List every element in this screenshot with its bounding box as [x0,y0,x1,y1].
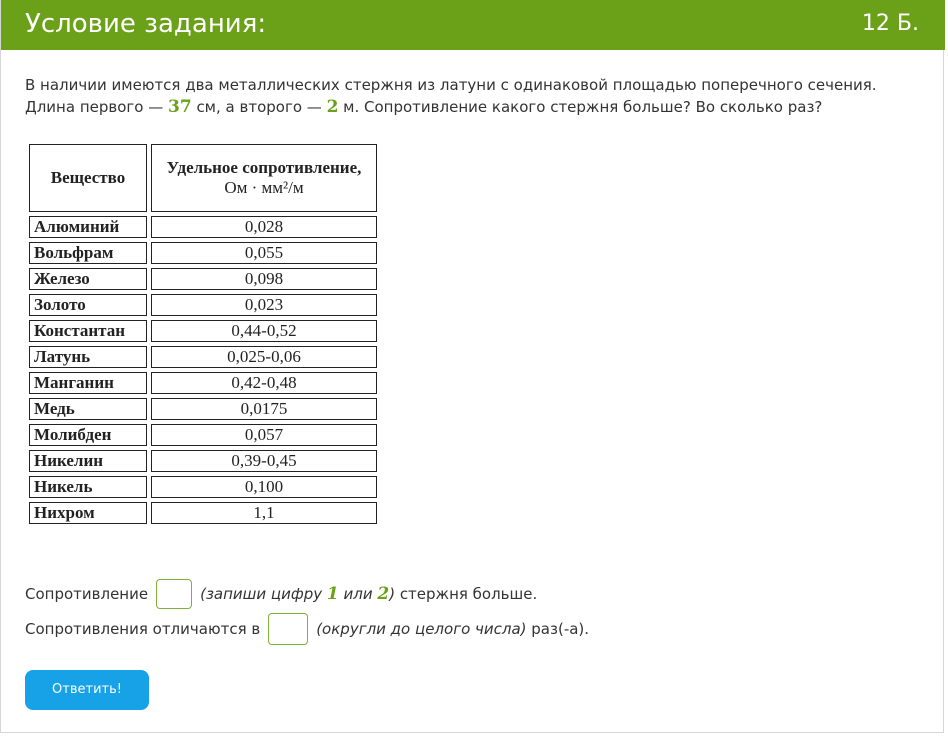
question-part1: В наличии имеются два металлических стержня из латуни с одинаковой площадью поперечного сечения. Длина первого — [25,76,877,116]
resistivity-cell: 0,025-0,06 [151,346,377,368]
table-row [29,346,377,368]
submit-button[interactable]: Ответить! [25,670,149,710]
resistivity-cell: 0,0175 [151,398,377,420]
substance-cell: Нихром [29,502,147,524]
table-row [29,242,377,264]
resistivity-cell: 1,1 [151,502,377,524]
resistivity-cell: 0,44-0,52 [151,320,377,342]
resistivity-cell: 0,028 [151,216,377,238]
table-row [29,216,377,238]
answer1-hint [200,584,395,604]
substance-cell: Медь [29,398,147,420]
answer2-prefix: Сопротивления отличаются в [25,620,261,638]
table-row [29,502,377,524]
substance-cell: Константан [29,320,147,342]
substance-cell: Железо [29,268,147,290]
resistivity-cell: 0,100 [151,476,377,498]
answer1-suffix: стержня больше. [395,585,538,603]
resistivity-cell: 0,057 [151,424,377,446]
table-row [29,294,377,316]
table-row [29,424,377,446]
question-part2: см, а второго — [191,98,327,116]
ratio-input[interactable] [268,613,308,645]
answer1-hint-c: ) [389,585,396,603]
answer1-hint-number-1: 1 [326,584,339,604]
answer2-suffix: раз(-а). [526,620,590,638]
substance-cell: Никелин [29,450,147,472]
task-header [1,0,945,50]
answer1-hint-a: (запиши цифру [200,585,327,603]
task-title: Условие задания: [25,9,267,39]
length-second: 2 [326,97,339,117]
table-row [29,372,377,394]
answer2-hint: (округли до целого числа) [316,620,527,638]
column-header-resistivity [151,144,377,212]
table-body [29,216,377,524]
table-header-row [29,144,377,212]
resistivity-cell: 0,055 [151,242,377,264]
resistivity-unit: Ом · мм²/м [224,178,304,197]
question-text [25,74,925,118]
length-first: 37 [168,97,192,117]
resistivity-header-label: Удельное сопротивление, [166,158,362,177]
table-row [29,398,377,420]
substance-cell: Золото [29,294,147,316]
substance-cell: Манганин [29,372,147,394]
resistivity-cell: 0,098 [151,268,377,290]
rod-number-input[interactable] [156,579,192,609]
answer-line-which-rod [25,579,537,609]
question-part3: м. Сопротивление какого стержня больше? Во сколько раз? [338,98,823,116]
answer1-prefix: Сопротивление [25,585,149,603]
resistivity-cell: 0,023 [151,294,377,316]
table-row [29,450,377,472]
resistivity-table [25,140,381,528]
substance-cell: Никель [29,476,147,498]
substance-cell: Молибден [29,424,147,446]
task-points: 12 Б. [861,11,919,36]
table-row [29,320,377,342]
substance-cell: Алюминий [29,216,147,238]
answer1-hint-b: или [338,585,378,603]
substance-cell: Вольфрам [29,242,147,264]
table-row [29,476,377,498]
resistivity-cell: 0,39-0,45 [151,450,377,472]
resistivity-cell: 0,42-0,48 [151,372,377,394]
answer-line-ratio [25,613,589,645]
table-row [29,268,377,290]
column-header-substance: Вещество [29,144,147,212]
answer1-hint-number-2: 2 [377,584,390,604]
substance-cell: Латунь [29,346,147,368]
